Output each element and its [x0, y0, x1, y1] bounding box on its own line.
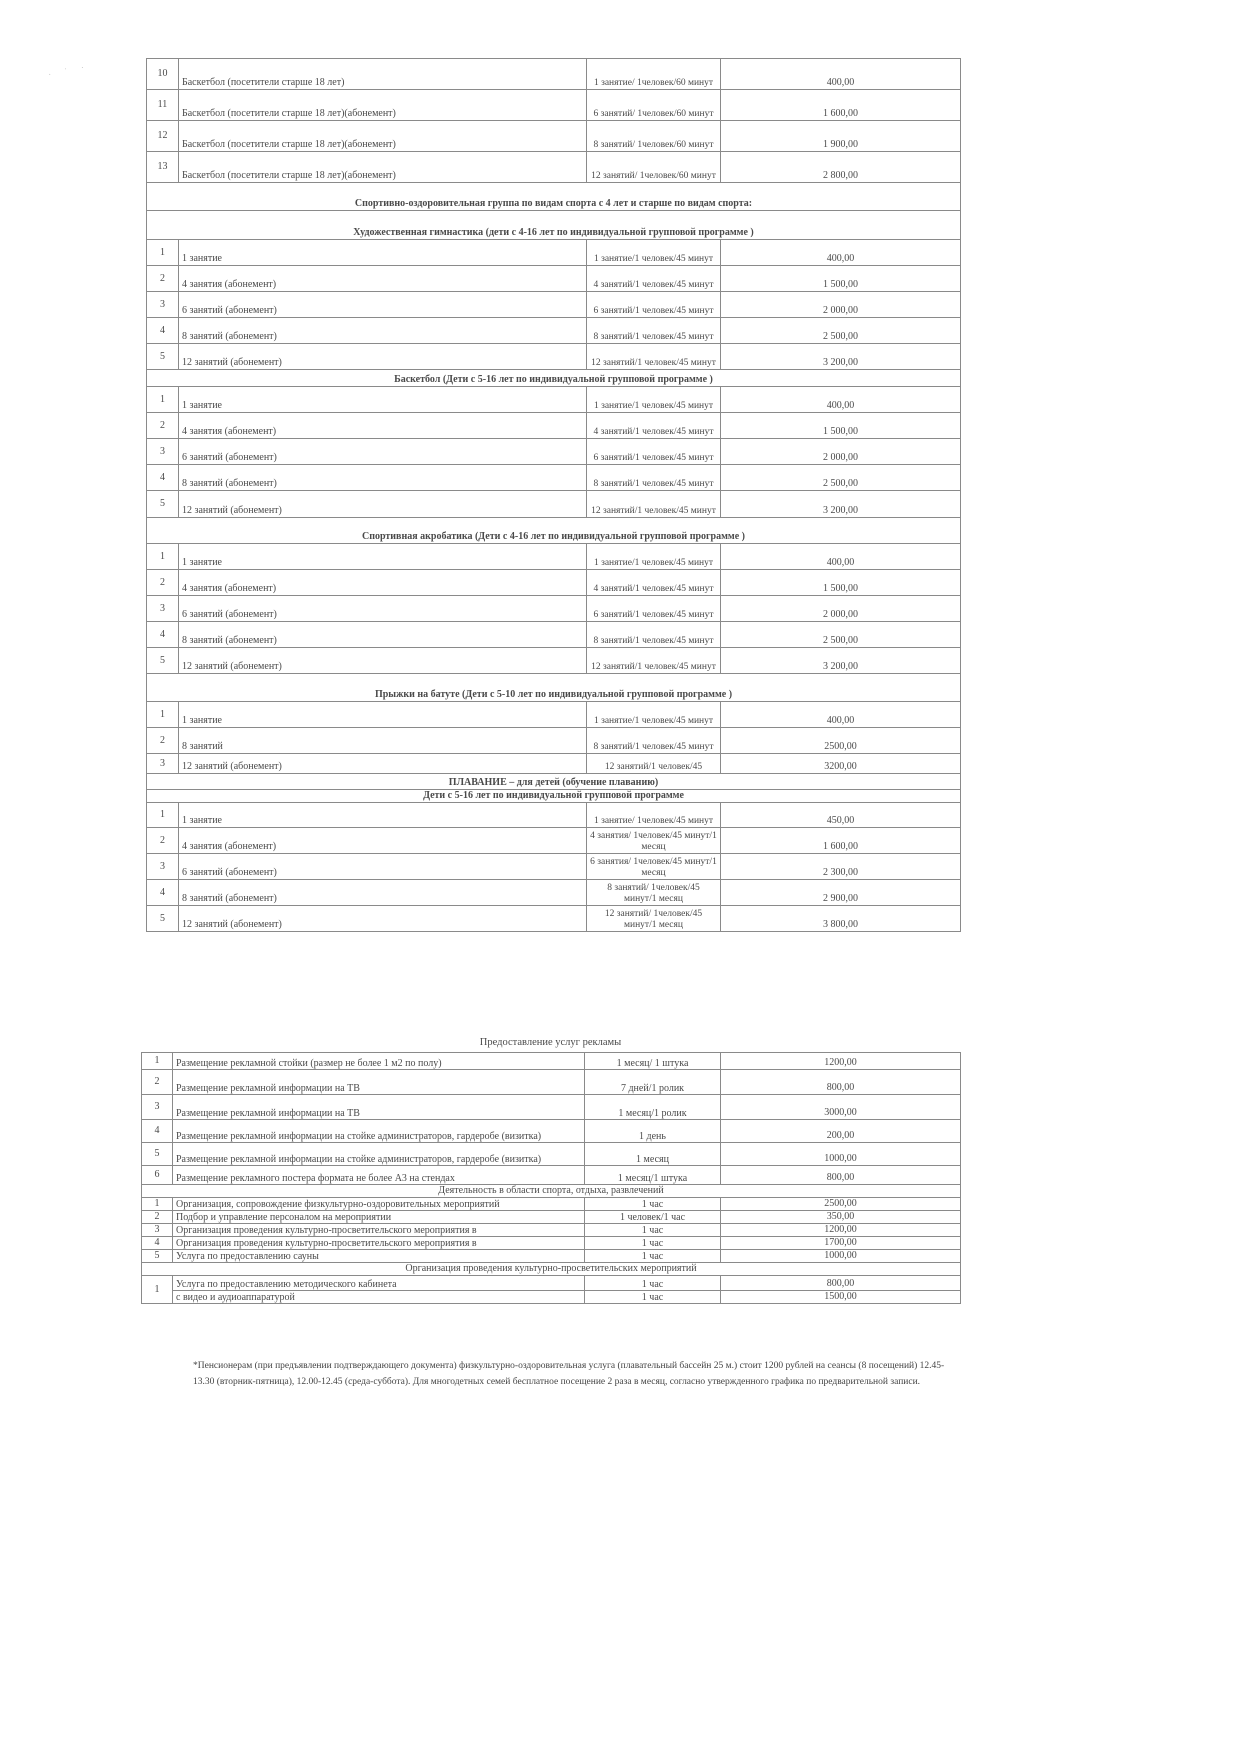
service-period: 1 час	[585, 1250, 721, 1263]
price-table-ads	[141, 1052, 961, 1304]
service-price: 3 200,00	[721, 491, 961, 518]
service-price: 2500,00	[721, 1198, 961, 1211]
section-title: Спортивно-оздоровительная группа по видам спорта с 4 лет и старше по видам спорта:	[147, 183, 961, 211]
service-name: Баскетбол (посетители старше 18 лет)(абонемент)	[179, 90, 587, 121]
row-number: 5	[147, 491, 179, 518]
row-number: 3	[147, 854, 179, 880]
leisure-heading	[142, 1185, 961, 1198]
service-name: Услуга по предоставлению сауны	[173, 1250, 585, 1263]
service-price: 800,00	[721, 1276, 961, 1291]
service-period: 6 занятий/1 человек/45 минут	[587, 292, 721, 318]
section-title: Дети с 5-16 лет по индивидуальной групповой программе	[147, 790, 961, 803]
service-name: Подбор и управление персоналом на мероприятии	[173, 1211, 585, 1224]
service-period: 1 час	[585, 1291, 721, 1304]
service-name: Баскетбол (посетители старше 18 лет)	[179, 59, 587, 90]
service-period: 8 занятий/1 человек/45 минут	[587, 465, 721, 491]
row-number: 1	[147, 702, 179, 728]
service-name: 8 занятий (абонемент)	[179, 880, 587, 906]
service-period: 1 месяц/1 штука	[585, 1166, 721, 1185]
service-period: 12 занятий/1 человек/45	[587, 754, 721, 774]
row-number: 2	[147, 570, 179, 596]
service-period: 1 занятие/1 человек/45 минут	[587, 702, 721, 728]
table-row	[147, 728, 961, 754]
table-row	[142, 1095, 961, 1120]
table-row	[147, 880, 961, 906]
table-row	[147, 387, 961, 413]
service-price: 1 500,00	[721, 570, 961, 596]
section-title: Организация проведения культурно-просветительских мероприятий	[142, 1263, 961, 1276]
service-price: 3200,00	[721, 754, 961, 774]
service-price: 400,00	[721, 59, 961, 90]
service-price: 350,00	[721, 1211, 961, 1224]
row-number: 4	[147, 465, 179, 491]
row-number: 1	[147, 240, 179, 266]
service-price: 1 500,00	[721, 266, 961, 292]
table-row	[142, 1143, 961, 1166]
table-row	[147, 318, 961, 344]
service-period: 12 занятий/ 1человек/45 минут/1 месяц	[587, 906, 721, 932]
service-price: 400,00	[721, 387, 961, 413]
price-table-main	[146, 58, 961, 932]
service-period: 1 день	[585, 1120, 721, 1143]
row-number: 5	[142, 1250, 173, 1263]
service-period: 8 занятий/ 1человек/60 минут	[587, 121, 721, 152]
service-name: 12 занятий (абонемент)	[179, 344, 587, 370]
service-name: 4 занятия (абонемент)	[179, 266, 587, 292]
table-row	[147, 413, 961, 439]
table-row	[147, 570, 961, 596]
row-number: 5	[147, 906, 179, 932]
service-price: 3000,00	[721, 1095, 961, 1120]
service-price: 2 000,00	[721, 439, 961, 465]
service-price: 2 000,00	[721, 596, 961, 622]
service-name: Размещение рекламной стойки (размер не более 1 м2 по полу)	[173, 1053, 585, 1070]
service-price: 3 800,00	[721, 906, 961, 932]
row-number: 3	[147, 439, 179, 465]
service-period: 12 занятий/1 человек/45 минут	[587, 344, 721, 370]
service-period: 12 занятий/ 1человек/60 минут	[587, 152, 721, 183]
service-name: 6 занятий (абонемент)	[179, 596, 587, 622]
service-period: 1 месяц/1 ролик	[585, 1095, 721, 1120]
service-period: 1 час	[585, 1198, 721, 1211]
row-number: 2	[147, 266, 179, 292]
service-price: 1000,00	[721, 1143, 961, 1166]
section-heading	[147, 674, 961, 702]
section-heading	[147, 518, 961, 544]
row-number: 2	[147, 828, 179, 854]
service-period: 8 занятий/1 человек/45 минут	[587, 728, 721, 754]
table-row	[142, 1120, 961, 1143]
service-period: 6 занятий/1 человек/45 минут	[587, 439, 721, 465]
service-period: 8 занятий/1 человек/45 минут	[587, 622, 721, 648]
service-name: 12 занятий (абонемент)	[179, 491, 587, 518]
service-price: 400,00	[721, 240, 961, 266]
table-row	[142, 1250, 961, 1263]
service-name: 6 занятий (абонемент)	[179, 854, 587, 880]
service-name: 6 занятий (абонемент)	[179, 292, 587, 318]
service-name: 8 занятий (абонемент)	[179, 318, 587, 344]
service-name: 12 занятий (абонемент)	[179, 906, 587, 932]
service-name: Размещение рекламной информации на ТВ	[173, 1070, 585, 1095]
table-row	[142, 1198, 961, 1211]
table-row	[147, 292, 961, 318]
row-number: 2	[142, 1211, 173, 1224]
service-price: 2 800,00	[721, 152, 961, 183]
service-period: 8 занятий/ 1человек/45 минут/1 месяц	[587, 880, 721, 906]
row-number: 1	[147, 544, 179, 570]
culture-heading	[142, 1263, 961, 1276]
table-row	[142, 1211, 961, 1224]
service-price: 2 000,00	[721, 292, 961, 318]
service-name: Размещение рекламного постера формата не более А3 на стендах	[173, 1166, 585, 1185]
row-number: 4	[147, 318, 179, 344]
row-number: 5	[147, 648, 179, 674]
section-title: Спортивная акробатика (Дети с 4-16 лет по индивидуальной групповой программе )	[147, 518, 961, 544]
footnote: *Пенсионерам (при предъявлении подтверждающего документа) физкультурно-оздоровительная услуга (плавательный бассейн 25 м.) стоит 1200 рублей на сеансы (8 посещений) 12.45-13.30 (вторник-пятница), 12.00-12.45 (среда-суббота). Для многодетных семей бесплатное посещение 2 раза в месяц, согласно утвержденного графика по предварительной записи.	[193, 1361, 945, 1387]
service-price: 800,00	[721, 1070, 961, 1095]
service-name: 12 занятий (абонемент)	[179, 754, 587, 774]
row-number: 12	[147, 121, 179, 152]
row-number: 2	[147, 728, 179, 754]
service-name: Организация проведения культурно-просветительского мероприятия в	[173, 1224, 585, 1237]
table-row	[147, 702, 961, 728]
section-heading	[147, 370, 961, 387]
service-price: 3 200,00	[721, 648, 961, 674]
service-period: 4 занятия/ 1человек/45 минут/1 месяц	[587, 828, 721, 854]
table-row	[147, 622, 961, 648]
row-number: 1	[147, 803, 179, 828]
service-period: 4 занятий/1 человек/45 минут	[587, 570, 721, 596]
service-price: 2 500,00	[721, 622, 961, 648]
table-row	[142, 1166, 961, 1185]
row-number: 1	[142, 1198, 173, 1211]
service-price: 1200,00	[721, 1224, 961, 1237]
table-row	[147, 344, 961, 370]
service-name: 1 занятие	[179, 803, 587, 828]
service-name: 1 занятие	[179, 544, 587, 570]
service-name: 1 занятие	[179, 240, 587, 266]
table-row	[142, 1224, 961, 1237]
table-row	[142, 1291, 961, 1304]
service-price: 2 500,00	[721, 318, 961, 344]
service-name: с видео и аудиоаппаратурой	[173, 1291, 585, 1304]
service-price: 1700,00	[721, 1237, 961, 1250]
row-number: 11	[147, 90, 179, 121]
service-period: 1 час	[585, 1224, 721, 1237]
service-price: 200,00	[721, 1120, 961, 1143]
row-number: 10	[147, 59, 179, 90]
service-period: 1 месяц	[585, 1143, 721, 1166]
service-name: Размещение рекламной информации на стойке администраторов, гардеробе (визитка)	[173, 1120, 585, 1143]
service-period: 1 человек/1 час	[585, 1211, 721, 1224]
table-row	[147, 121, 961, 152]
section-title: Художественная гимнастика (дети с 4-16 лет по индивидуальной групповой программе )	[147, 211, 961, 240]
row-number: 1	[142, 1276, 173, 1304]
row-number: 1	[142, 1053, 173, 1070]
table-row	[142, 1070, 961, 1095]
service-period: 7 дней/1 ролик	[585, 1070, 721, 1095]
row-number: 1	[147, 387, 179, 413]
table-row	[147, 465, 961, 491]
service-price: 2 300,00	[721, 854, 961, 880]
table-row	[147, 828, 961, 854]
table-row	[147, 803, 961, 828]
service-name: 4 занятия (абонемент)	[179, 413, 587, 439]
service-period: 1 час	[585, 1276, 721, 1291]
service-name: Баскетбол (посетители старше 18 лет)(абонемент)	[179, 121, 587, 152]
service-period: 1 занятие/1 человек/45 минут	[587, 240, 721, 266]
section-title: Деятельность в области спорта, отдыха, развлечений	[142, 1185, 961, 1198]
service-price: 3 200,00	[721, 344, 961, 370]
service-name: 1 занятие	[179, 702, 587, 728]
table-row	[147, 854, 961, 880]
service-name: 6 занятий (абонемент)	[179, 439, 587, 465]
scan-artifact: · ˙ ·	[47, 61, 91, 80]
service-name: 8 занятий (абонемент)	[179, 622, 587, 648]
row-number: 4	[147, 622, 179, 648]
service-period: 1 занятие/1 человек/45 минут	[587, 544, 721, 570]
row-number: 2	[147, 413, 179, 439]
service-name: 8 занятий (абонемент)	[179, 465, 587, 491]
table-row	[147, 648, 961, 674]
service-period: 12 занятий/1 человек/45 минут	[587, 491, 721, 518]
row-number: 6	[142, 1166, 173, 1185]
service-name: 4 занятия (абонемент)	[179, 828, 587, 854]
service-period: 8 занятий/1 человек/45 минут	[587, 318, 721, 344]
row-number: 4	[147, 880, 179, 906]
service-price: 2 900,00	[721, 880, 961, 906]
service-period: 1 занятие/ 1человек/45 минут	[587, 803, 721, 828]
row-number: 5	[147, 344, 179, 370]
service-name: 4 занятия (абонемент)	[179, 570, 587, 596]
ads-heading: Предоставление услуг рекламы	[479, 1037, 622, 1048]
table-row	[147, 90, 961, 121]
row-number: 4	[142, 1120, 173, 1143]
service-period: 1 месяц/ 1 штука	[585, 1053, 721, 1070]
service-period: 4 занятий/1 человек/45 минут	[587, 413, 721, 439]
service-period: 12 занятий/1 человек/45 минут	[587, 648, 721, 674]
row-number: 3	[147, 754, 179, 774]
table-row	[147, 544, 961, 570]
service-price: 2500,00	[721, 728, 961, 754]
service-period: 1 занятие/ 1человек/60 минут	[587, 59, 721, 90]
table-row	[147, 266, 961, 292]
table-row	[147, 754, 961, 774]
section-heading	[147, 211, 961, 240]
service-name: 12 занятий (абонемент)	[179, 648, 587, 674]
service-name: Размещение рекламной информации на стойке администраторов, гардеробе (визитка)	[173, 1143, 585, 1166]
service-period: 4 занятий/1 человек/45 минут	[587, 266, 721, 292]
service-price: 1 600,00	[721, 90, 961, 121]
row-number: 3	[147, 596, 179, 622]
row-number: 3	[142, 1224, 173, 1237]
service-name: Услуга по предоставлению методического кабинета	[173, 1276, 585, 1291]
row-number: 3	[147, 292, 179, 318]
table-row	[147, 240, 961, 266]
row-number: 13	[147, 152, 179, 183]
section-title: Прыжки на батуте (Дети с 5-10 лет по индивидуальной групповой программе )	[147, 674, 961, 702]
service-period: 6 занятий/1 человек/45 минут	[587, 596, 721, 622]
service-price: 400,00	[721, 544, 961, 570]
service-price: 1 500,00	[721, 413, 961, 439]
service-name: 8 занятий	[179, 728, 587, 754]
service-name: Организация проведения культурно-просветительского мероприятия в	[173, 1237, 585, 1250]
section-title: Баскетбол (Дети с 5-16 лет по индивидуальной групповой программе )	[147, 370, 961, 387]
group-heading	[147, 183, 961, 211]
table-row	[147, 491, 961, 518]
section-heading	[147, 774, 961, 790]
service-price: 1200,00	[721, 1053, 961, 1070]
table-row	[147, 59, 961, 90]
service-price: 800,00	[721, 1166, 961, 1185]
table-row	[147, 152, 961, 183]
table-row	[147, 906, 961, 932]
row-number: 2	[142, 1070, 173, 1095]
table-row	[142, 1237, 961, 1250]
service-name: Организация, сопровождение физкультурно-оздоровительных мероприятий	[173, 1198, 585, 1211]
service-price: 400,00	[721, 702, 961, 728]
table-row	[147, 596, 961, 622]
row-number: 4	[142, 1237, 173, 1250]
service-period: 6 занятия/ 1человек/45 минут/1 месяц	[587, 854, 721, 880]
table-row	[142, 1053, 961, 1070]
service-name: 1 занятие	[179, 387, 587, 413]
row-number: 5	[142, 1143, 173, 1166]
service-period: 6 занятий/ 1человек/60 минут	[587, 90, 721, 121]
section-title: ПЛАВАНИЕ – для детей (обучение плаванию)	[147, 774, 961, 790]
service-period: 1 час	[585, 1237, 721, 1250]
service-period: 1 занятие/1 человек/45 минут	[587, 387, 721, 413]
service-name: Баскетбол (посетители старше 18 лет)(абонемент)	[179, 152, 587, 183]
section-subheading	[147, 790, 961, 803]
service-price: 1 900,00	[721, 121, 961, 152]
service-price: 1 600,00	[721, 828, 961, 854]
row-number: 3	[142, 1095, 173, 1120]
service-name: Размещение рекламной информации на ТВ	[173, 1095, 585, 1120]
service-price: 2 500,00	[721, 465, 961, 491]
service-price: 1000,00	[721, 1250, 961, 1263]
table-row	[147, 439, 961, 465]
service-price: 1500,00	[721, 1291, 961, 1304]
service-price: 450,00	[721, 803, 961, 828]
table-row	[142, 1276, 961, 1291]
